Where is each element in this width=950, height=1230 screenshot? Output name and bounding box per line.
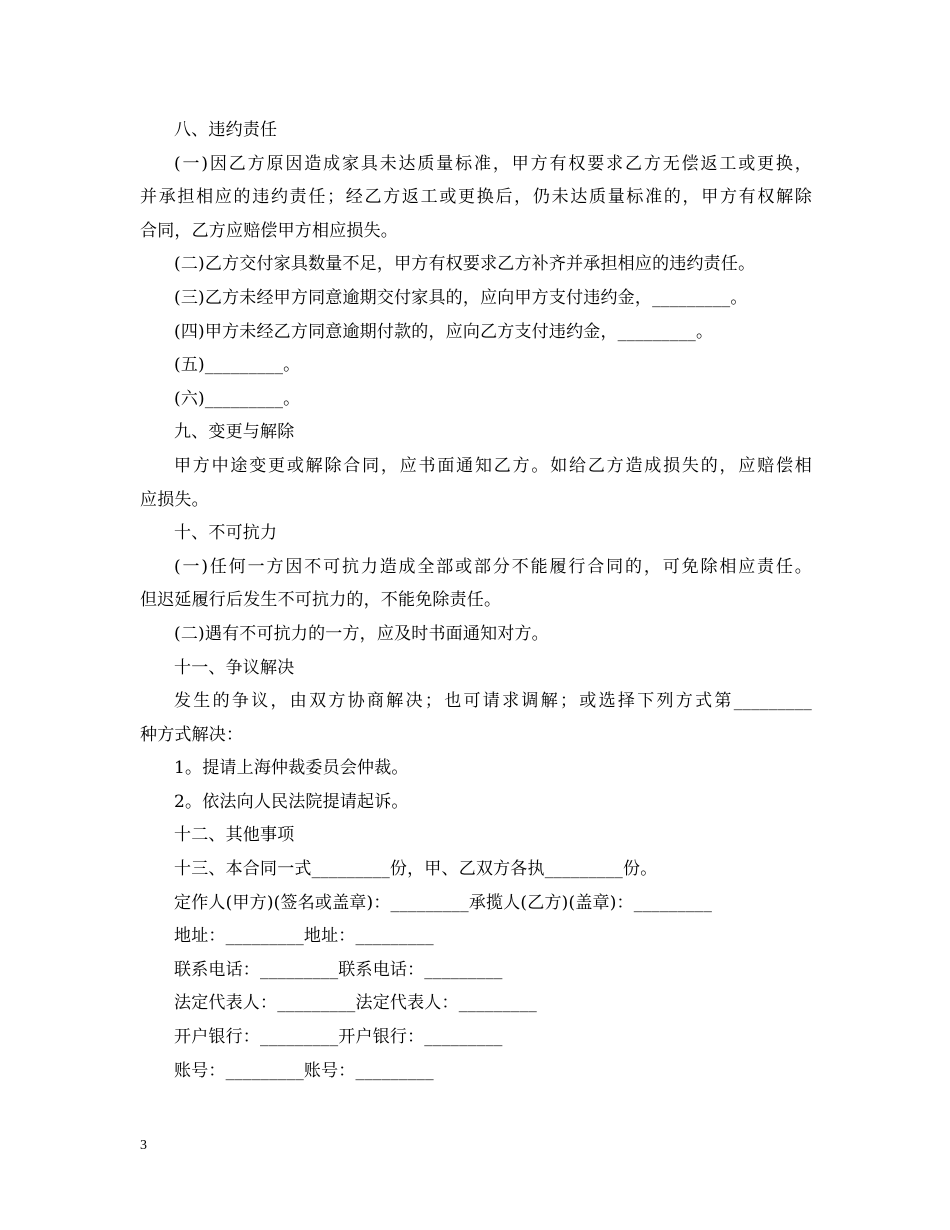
text-line: 十二、其他事项	[174, 825, 295, 846]
text-line: 十三、本合同一式_________份，甲、乙双方各执_________份。	[174, 859, 658, 880]
text-line: 联系电话：_________联系电话：_________	[174, 959, 503, 980]
text-line: 但迟延履行后发生不可抗力的，不能免除责任。	[140, 590, 502, 611]
text-line: 种方式解决：	[140, 724, 244, 745]
text-line: (六)_________。	[174, 388, 301, 409]
text-line: 1。提请上海仲裁委员会仲裁。	[174, 758, 409, 779]
document-body	[140, 114, 812, 1088]
text-line: 甲方中途变更或解除合同，应书面通知乙方。如给乙方造成损失的，应赔偿相	[174, 455, 812, 476]
text-line: 八、违约责任	[174, 120, 278, 140]
text-line: 2。依法向人民法院提请起诉。	[174, 791, 409, 812]
text-line: 法定代表人：_________法定代表人：_________	[174, 993, 537, 1014]
text-line: 十、不可抗力	[174, 523, 278, 544]
text-line: 发生的争议，由双方协商解决；也可请求调解；或选择下列方式第_________	[174, 691, 812, 712]
text-line: 九、变更与解除	[174, 422, 295, 443]
text-line: 账号：_________账号：_________	[174, 1060, 434, 1081]
text-line: (一)任何一方因不可抗力造成全部或部分不能履行合同的，可免除相应责任。	[174, 556, 812, 577]
text-line: (四)甲方未经乙方同意逾期付款的，应向乙方支付违约金，_________。	[174, 321, 714, 342]
text-line: 并承担相应的违约责任；经乙方返工或更换后，仍未达质量标准的，甲方有权解除	[140, 187, 812, 208]
text-line: 合同，乙方应赔偿甲方相应损失。	[140, 220, 398, 241]
text-line: (二)乙方交付家具数量不足，甲方有权要求乙方补齐并承担相应的违约责任。	[174, 254, 756, 275]
text-line: (二)遇有不可抗力的一方，应及时书面通知对方。	[174, 623, 549, 644]
text-line: (一)因乙方原因造成家具未达质量标准，甲方有权要求乙方无偿返工或更换，	[174, 153, 812, 174]
text-line: (五)_________。	[174, 355, 301, 376]
text-line: 开户银行：_________开户银行：_________	[174, 1027, 503, 1048]
text-line: 应损失。	[140, 489, 209, 510]
text-line: 地址：_________地址：_________	[174, 926, 434, 947]
page-number: 3	[140, 1138, 147, 1153]
text-line: 定作人(甲方)(签名或盖章)：_________承揽人(乙方)(盖章)：_________	[174, 892, 713, 913]
text-line: (三)乙方未经甲方同意逾期交付家具的，应向甲方支付违约金，_________。	[174, 287, 748, 308]
text-line: 十一、争议解决	[174, 657, 295, 678]
